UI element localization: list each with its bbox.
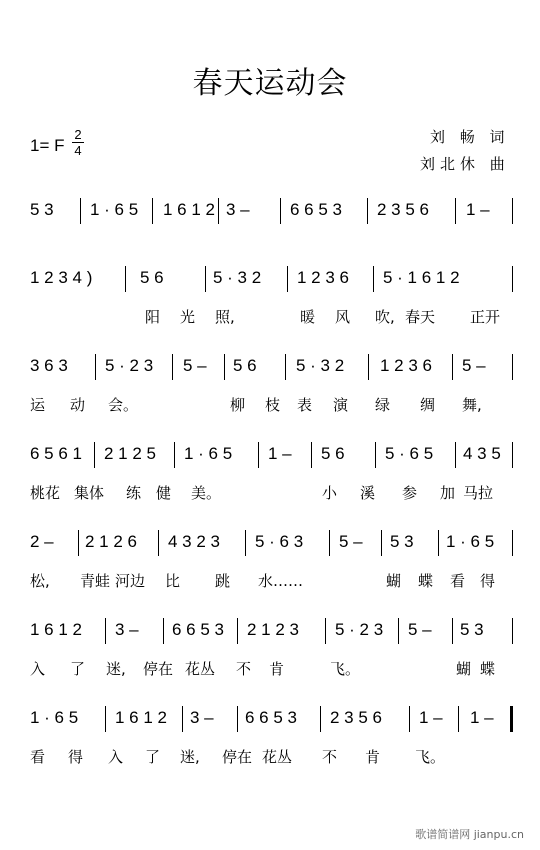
note-group: 5 · 1 6 1 2 — [383, 268, 460, 287]
lyric-syllable: 了 — [145, 748, 161, 766]
lyric-syllable: 练 — [126, 484, 142, 502]
lyric-syllable: 不 — [322, 748, 338, 766]
bar-line — [409, 706, 410, 732]
bar-line — [512, 530, 513, 556]
lyric-syllable: 正开 — [470, 308, 501, 326]
lyric-syllable: 集体 — [74, 484, 105, 502]
score-row — [0, 444, 540, 534]
bar-line — [174, 442, 175, 468]
bar-line — [458, 706, 459, 732]
note-group: 5 – — [339, 532, 363, 551]
lyric-syllable: 加 — [440, 484, 456, 502]
bar-line — [452, 354, 453, 380]
note-group: 5 – — [183, 356, 207, 375]
note-group: 5 3 — [390, 532, 414, 551]
lyric-syllable: 参 — [402, 484, 418, 502]
lyric-syllable: 舞, — [462, 396, 482, 414]
bar-line — [455, 198, 456, 224]
song-title: 春天运动会 — [192, 66, 348, 101]
bar-line — [94, 442, 95, 468]
note-group: 1 – — [419, 708, 443, 727]
bar-line — [368, 354, 369, 380]
note-group: 1 · 6 5 — [184, 444, 233, 463]
lyric-syllable: 光 — [180, 308, 196, 326]
lyric-syllable: 得 — [480, 572, 496, 590]
lyric-syllable: 停在 — [222, 748, 253, 766]
bar-line — [287, 266, 288, 292]
lyric-syllable: 动 — [70, 396, 86, 414]
note-group: 1 – — [466, 200, 490, 219]
lyric-syllable: 停在 — [143, 660, 174, 678]
bar-line — [512, 354, 513, 380]
note-group: 1 – — [470, 708, 494, 727]
note-group: 5 · 6 3 — [255, 532, 304, 551]
lyric-syllable: 迷, — [106, 660, 126, 678]
bar-line — [205, 266, 206, 292]
lyric-syllable: 吹, — [375, 308, 395, 326]
lyric-syllable: 风 — [335, 308, 351, 326]
score-row — [0, 356, 540, 446]
lyric-syllable: 蝴 — [386, 572, 402, 590]
lyric-syllable: 小 — [322, 484, 338, 502]
bar-line — [258, 442, 259, 468]
bar-line — [237, 706, 238, 732]
note-group: 5 · 3 2 — [296, 356, 345, 375]
bar-line — [311, 442, 312, 468]
note-group: 3 – — [115, 620, 139, 639]
note-group: 5 3 — [460, 620, 484, 639]
note-group: 1 2 3 6 — [380, 356, 432, 375]
note-group: 1 · 6 5 — [30, 708, 79, 727]
score-row — [0, 708, 540, 798]
bar-line — [512, 442, 513, 468]
lyric-syllable: 松, — [30, 572, 50, 590]
note-group: 1 · 6 5 — [446, 532, 495, 551]
lyric-syllable: 表 — [297, 396, 313, 414]
note-group: 1 · 6 5 — [90, 200, 139, 219]
lyric-syllable: 蝶 — [480, 660, 496, 678]
note-group: 1 2 3 4 ) — [30, 268, 93, 287]
bar-line — [218, 198, 219, 224]
note-group: 3 – — [190, 708, 214, 727]
lyric-syllable: 水…… — [258, 572, 304, 590]
bar-line — [163, 618, 164, 644]
bar-line — [245, 530, 246, 556]
note-group: 4 3 2 3 — [168, 532, 220, 551]
note-group: 2 3 5 6 — [330, 708, 382, 727]
bar-line — [512, 266, 513, 292]
bar-line — [224, 354, 225, 380]
lyric-syllable: 绸 — [420, 396, 436, 414]
note-group: 6 6 5 3 — [172, 620, 224, 639]
time-signature — [72, 128, 84, 157]
lyric-syllable: 入 — [30, 660, 46, 678]
lyric-syllable: 看 — [30, 748, 46, 766]
note-group: 2 1 2 3 — [247, 620, 299, 639]
note-group: 5 · 6 5 — [385, 444, 434, 463]
note-group: 3 6 3 — [30, 356, 68, 375]
bar-line — [125, 266, 126, 292]
lyric-syllable: 蝶 — [418, 572, 434, 590]
lyric-syllable: 入 — [108, 748, 124, 766]
bar-line — [512, 618, 513, 644]
note-group: 2 – — [30, 532, 54, 551]
lyric-syllable: 阳 — [145, 308, 161, 326]
note-group: 6 6 5 3 — [245, 708, 297, 727]
note-group: 1 2 3 6 — [297, 268, 349, 287]
time-top: 2 — [74, 127, 82, 142]
lyric-syllable: 演 — [333, 396, 349, 414]
bar-line — [158, 530, 159, 556]
lyric-syllable: 柳 — [230, 396, 246, 414]
key-signature: 1= F — [30, 136, 65, 155]
note-group: 6 6 5 3 — [290, 200, 342, 219]
note-group: 5 3 — [30, 200, 54, 219]
bar-line — [182, 706, 183, 732]
lyric-syllable: 花丛 — [185, 660, 216, 678]
lyric-syllable: 溪 — [360, 484, 376, 502]
lyric-syllable: 肯 — [269, 660, 285, 678]
lyric-syllable: 飞。 — [330, 660, 361, 678]
bar-line — [325, 618, 326, 644]
note-group: 2 3 5 6 — [377, 200, 429, 219]
bar-line — [398, 618, 399, 644]
note-group: 5 6 — [140, 268, 164, 287]
bar-line — [512, 198, 513, 224]
note-group: 5 · 2 3 — [105, 356, 154, 375]
lyric-syllable: 马拉 — [463, 484, 494, 502]
note-group: 1 – — [268, 444, 292, 463]
bar-line — [367, 198, 368, 224]
bar-line — [105, 618, 106, 644]
composer-credit: 刘北休 曲 — [420, 155, 510, 173]
lyric-syllable: 蝴 — [456, 660, 472, 678]
lyric-syllable: 枝 — [265, 396, 281, 414]
lyric-syllable: 跳 — [215, 572, 231, 590]
lyric-syllable: 花丛 — [262, 748, 293, 766]
note-group: 5 · 3 2 — [213, 268, 262, 287]
bar-line — [455, 442, 456, 468]
lyric-syllable: 美。 — [191, 484, 222, 502]
lyric-syllable: 桃花 — [30, 484, 61, 502]
bar-line — [373, 266, 374, 292]
bar-line — [237, 618, 238, 644]
site-footer: 歌谱简谱网 jianpu.cn — [415, 828, 524, 841]
lyric-syllable: 了 — [70, 660, 86, 678]
lyricist-credit: 刘 畅 词 — [430, 128, 510, 146]
bar-line — [375, 442, 376, 468]
bar-line — [510, 706, 513, 732]
score-row — [0, 620, 540, 710]
note-group: 4 3 5 — [463, 444, 501, 463]
bar-line — [280, 198, 281, 224]
bar-line — [105, 706, 106, 732]
lyric-syllable: 运 — [30, 396, 46, 414]
lyric-syllable: 不 — [236, 660, 252, 678]
lyric-syllable: 飞。 — [415, 748, 446, 766]
note-group: 3 – — [226, 200, 250, 219]
lyric-syllable: 得 — [68, 748, 84, 766]
lyric-syllable: 看 — [450, 572, 466, 590]
note-group: 5 6 — [233, 356, 257, 375]
note-group: 6 5 6 1 — [30, 444, 82, 463]
bar-line — [329, 530, 330, 556]
note-group: 1 6 1 2 — [163, 200, 215, 219]
lyric-syllable: 春天 — [405, 308, 436, 326]
bar-line — [381, 530, 382, 556]
lyric-syllable: 会。 — [108, 396, 139, 414]
bar-line — [78, 530, 79, 556]
note-group: 5 – — [408, 620, 432, 639]
bar-line — [152, 198, 153, 224]
bar-line — [452, 618, 453, 644]
lyric-syllable: 肯 — [365, 748, 381, 766]
bar-line — [320, 706, 321, 732]
note-group: 5 6 — [321, 444, 345, 463]
bar-line — [438, 530, 439, 556]
lyric-syllable: 青蛙 — [80, 572, 111, 590]
lyric-syllable: 比 — [165, 572, 181, 590]
note-group: 2 1 2 5 — [104, 444, 156, 463]
note-group: 1 6 1 2 — [30, 620, 82, 639]
score-row — [0, 532, 540, 622]
lyric-syllable: 照, — [215, 308, 235, 326]
lyric-syllable: 暖 — [300, 308, 316, 326]
lyric-syllable: 健 — [156, 484, 172, 502]
lyric-syllable: 河边 — [115, 572, 146, 590]
bar-line — [285, 354, 286, 380]
note-group: 2 1 2 6 — [85, 532, 137, 551]
bar-line — [80, 198, 81, 224]
bar-line — [172, 354, 173, 380]
score-row — [0, 268, 540, 358]
time-bottom: 4 — [74, 143, 82, 158]
lyric-syllable: 迷, — [180, 748, 200, 766]
note-group: 5 · 2 3 — [335, 620, 384, 639]
lyric-syllable: 绿 — [375, 396, 391, 414]
bar-line — [95, 354, 96, 380]
note-group: 1 6 1 2 — [115, 708, 167, 727]
note-group: 5 – — [462, 356, 486, 375]
